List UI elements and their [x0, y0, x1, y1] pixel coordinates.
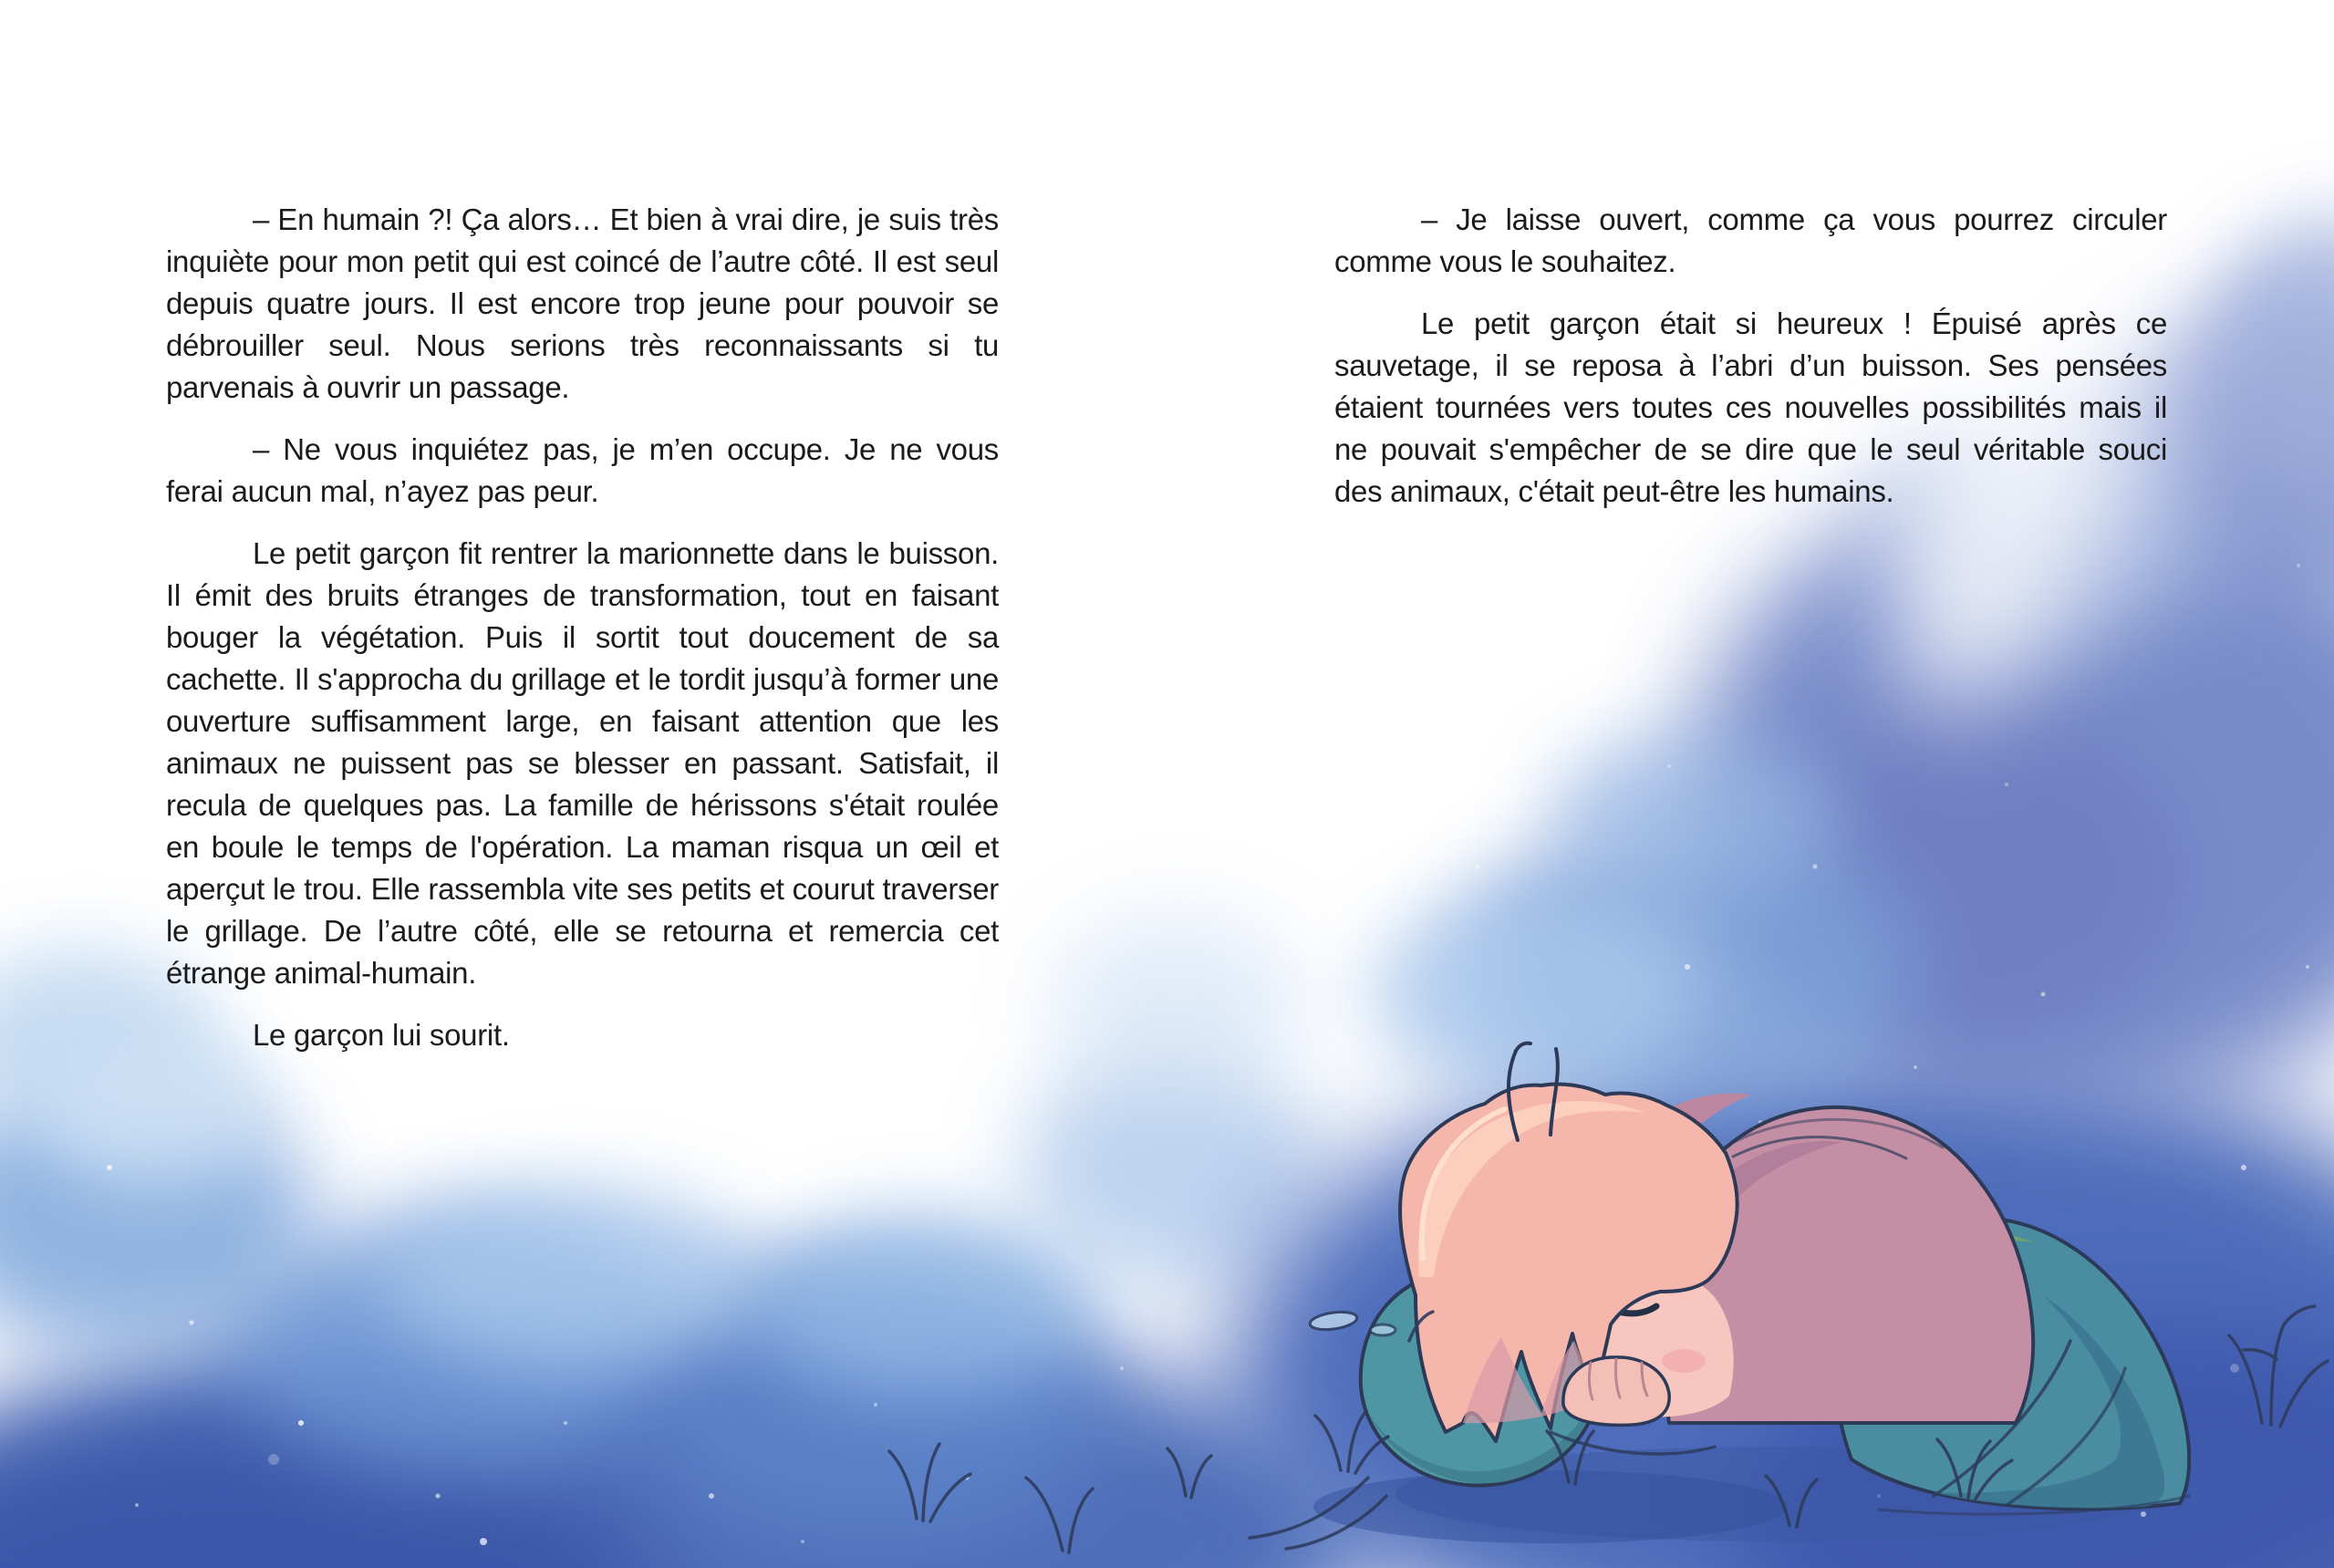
- left-page: [166, 199, 999, 1076]
- blush: [1662, 1349, 1706, 1373]
- hand: [1563, 1357, 1669, 1426]
- paragraph-narration-rest: Le petit garçon était si heureux ! Épuisé après ce sauvetage, il se reposa à l’abri d’un buisson. Ses pensées étaient tournées vers toutes ces nouvelles possibilités mais il ne pouvait s'empêcher de se dire que le seul véritable souci des animaux, c'était peut-être les humains.: [1334, 306, 2167, 508]
- paragraph-dialogue-hedgehog: – En humain ?! Ça alors… Et bien à vrai dire, je suis très inquiète pour mon petit qui est coincé de l’autre côté. Il est seul depuis quatre jours. Il est encore trop jeune pour pouvoir se débrouiller seul. Nous serions très reconnaissants si tu parvenais à ouvrir un passage.: [166, 202, 999, 404]
- paragraph-narration-smile: Le garçon lui sourit.: [253, 1018, 510, 1052]
- paragraph-narration-rescue: Le petit garçon fit rentrer la marionnette dans le buisson. Il émit des bruits étranges de transformation, tout en faisant bouger la végétation. Puis il sortit tout doucement de sa cachette. Il s'approcha du grillage et le tordit jusqu’à former une ouverture suffisamment large, en faisant attention que les animaux ne puissent pas se blesser en passant. Satisfait, il recula de quelques pas. La famille de hérissons s'était roulée en boule le temps de l'opération. La maman risqua un œil et aperçut le trou. Elle rassembla vite ses petits et courut traverser le grillage. De l’autre côté, elle se retourna et remercia cet étrange animal-humain.: [166, 536, 999, 990]
- paragraph-dialogue-boy: – Ne vous inquiétez pas, je m’en occupe. Je ne vous ferai aucun mal, n’ayez pas peur.: [166, 432, 999, 508]
- sleeping-child: [1250, 1044, 2189, 1549]
- right-page: [1334, 199, 2167, 533]
- paragraph-dialogue-open: – Je laisse ouvert, comme ça vous pourrez circuler comme vous le souhaitez.: [1334, 202, 2167, 278]
